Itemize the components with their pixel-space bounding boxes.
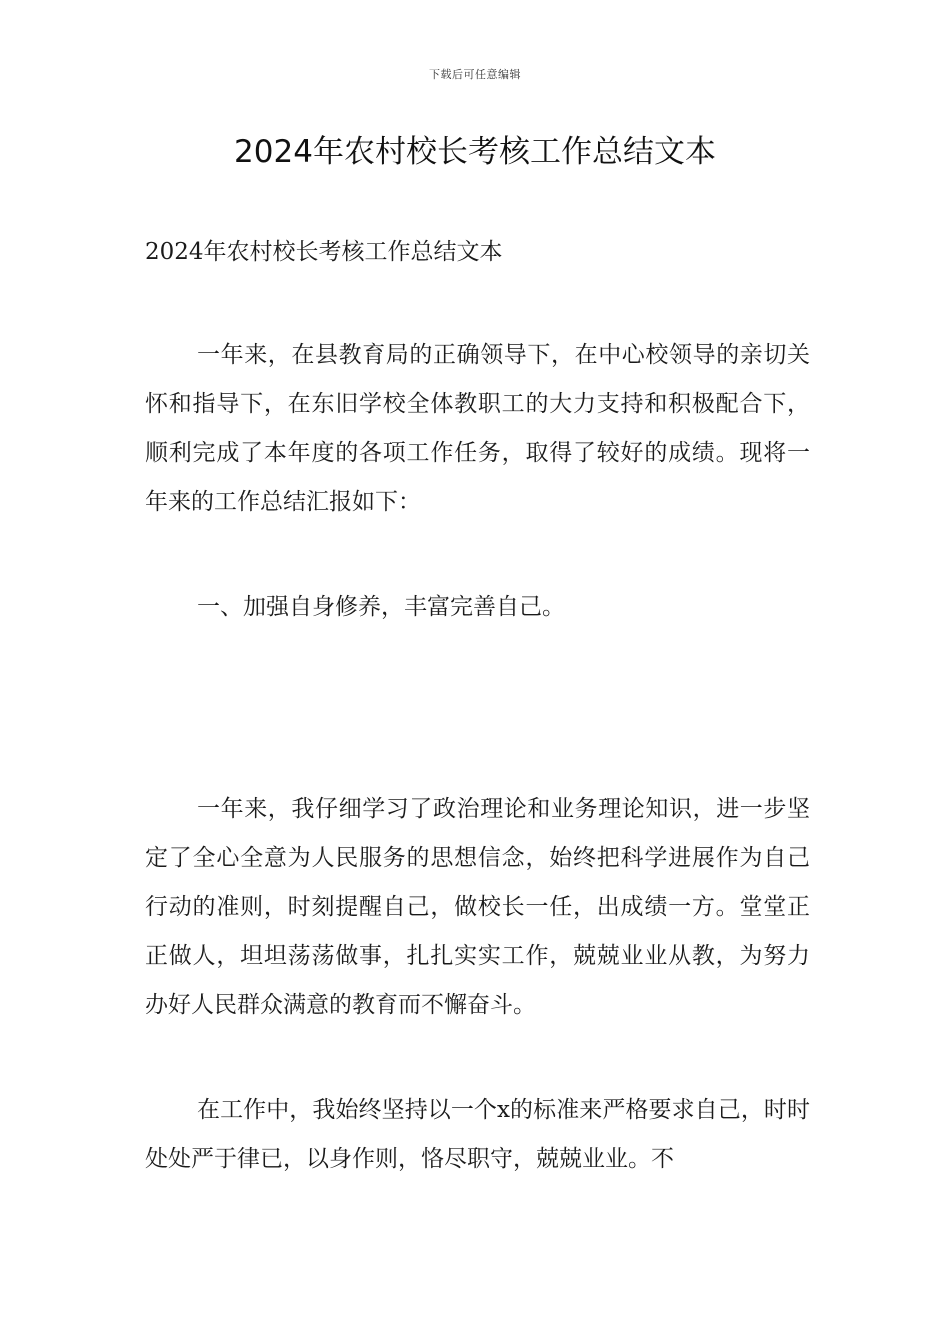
- section-heading: 一、加强自身修养，丰富完善自己。: [197, 594, 565, 620]
- paragraph-spacer: [145, 527, 810, 583]
- header-note: 下载后可任意编辑: [429, 68, 521, 81]
- paragraph-work: 在工作中，我始终坚持以一个x的标准来严格要求自己，时时处处严于律已，以身作则，恪尽职守，兢兢业业。不: [145, 1097, 810, 1172]
- document-body: [145, 228, 810, 1184]
- document-subtitle: 2024年农村校长考核工作总结文本: [145, 239, 503, 265]
- section-spacer: [145, 632, 810, 785]
- document-title: 2024年农村校长考核工作总结文本: [234, 134, 716, 170]
- paragraph-intro: 一年来，在县教育局的正确领导下，在中心校领导的亲切关怀和指导下，在东旧学校全体教职工的大力支持和积极配合下，顺利完成了本年度的各项工作任务，取得了较好的成绩。现将一年来的工作总结汇报如下：: [145, 342, 810, 515]
- paragraph-spacer: [145, 1030, 810, 1086]
- paragraph-study: 一年来，我仔细学习了政治理论和业务理论知识，进一步坚定了全心全意为人民服务的思想信念，始终把科学进展作为自己行动的准则，时刻提醒自己，做校长一任，出成绩一方。堂堂正正做人，坦坦荡荡做事，扎扎实实工作，兢兢业业从教，为努力办好人民群众满意的教育而不懈奋斗。: [145, 796, 810, 1018]
